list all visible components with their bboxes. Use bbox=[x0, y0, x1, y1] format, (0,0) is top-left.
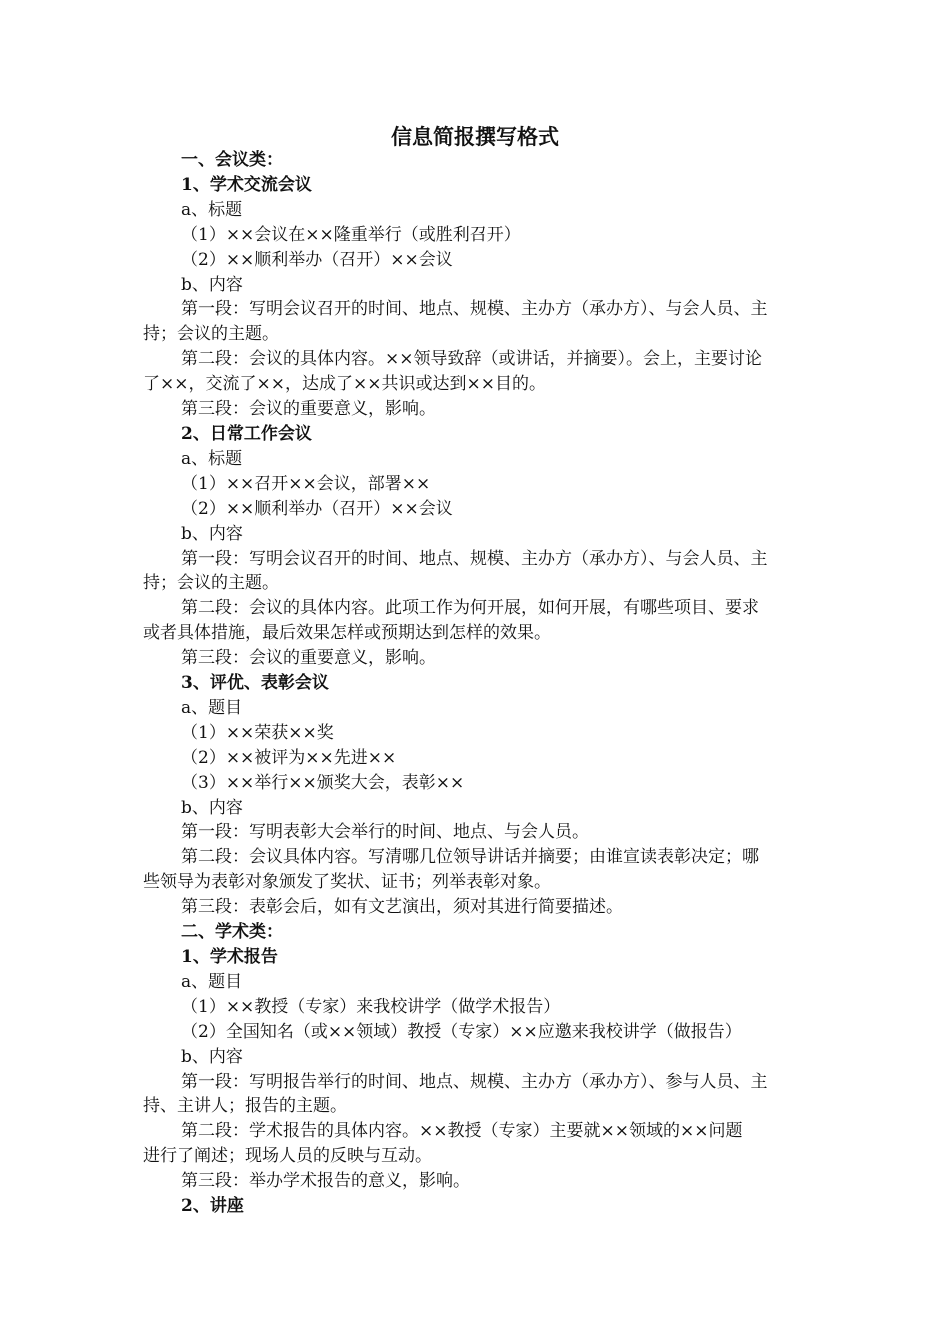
section-heading: 2、日常工作会议 bbox=[181, 423, 312, 444]
paragraph-line: 第二段：会议的具体内容。××领导致辞（或讲话，并摘要）。会上，主要讨论 bbox=[181, 349, 762, 370]
title-example: （2）××顺利举办（召开）××会议 bbox=[181, 498, 453, 519]
title-example: （1）××召开××会议，部署×× bbox=[181, 473, 431, 494]
text-line: 或者具体措施，最后效果怎样或预期达到怎样的效果。 bbox=[143, 623, 551, 644]
paragraph-line: 第一段：写明会议召开的时间、地点、规模、主办方（承办方）、与会人员、主 bbox=[181, 299, 768, 320]
text-line: 些领导为表彰对象颁发了奖状、证书；列举表彰对象。 bbox=[143, 872, 551, 893]
title-example: （3）××举行××颁奖大会，表彰×× bbox=[181, 772, 465, 793]
subsection-label: a、标题 bbox=[181, 448, 243, 469]
paragraph-line: 第三段：会议的重要意义，影响。 bbox=[181, 648, 436, 669]
text-line: 持、主讲人；报告的主题。 bbox=[143, 1096, 347, 1117]
section-heading: 一、会议类： bbox=[181, 150, 283, 170]
paragraph-line: 第二段：会议具体内容。写清哪几位领导讲话并摘要；由谁宣读表彰决定；哪 bbox=[181, 847, 759, 868]
title-example: （1）××荣获××奖 bbox=[181, 722, 334, 743]
document-body bbox=[143, 148, 808, 1219]
paragraph-line: 第一段：写明会议召开的时间、地点、规模、主办方（承办方）、与会人员、主 bbox=[181, 548, 768, 569]
paragraph-line: 第三段：表彰会后，如有文艺演出，须对其进行简要描述。 bbox=[181, 897, 623, 918]
section-heading: 3、评优、表彰会议 bbox=[181, 673, 329, 694]
text-line: 了××，交流了××，达成了××共识或达到××目的。 bbox=[143, 374, 546, 395]
paragraph-line: 第一段：写明报告举行的时间、地点、规模、主办方（承办方）、参与人员、主 bbox=[181, 1071, 768, 1092]
subsection-label: a、标题 bbox=[181, 199, 243, 220]
section-heading: 1、学术交流会议 bbox=[181, 174, 312, 195]
document-title: 信息简报撰写格式 bbox=[391, 124, 559, 149]
paragraph-line: 第二段：会议的具体内容。此项工作为何开展，如何开展，有哪些项目、要求 bbox=[181, 598, 759, 619]
paragraph-line: 第一段：写明表彰大会举行的时间、地点、与会人员。 bbox=[181, 822, 589, 843]
title-example: （1）××会议在××隆重举行（或胜利召开） bbox=[181, 224, 521, 245]
subsection-label: b、内容 bbox=[181, 523, 243, 544]
title-example: （2）××被评为××先进×× bbox=[181, 747, 397, 768]
paragraph-line: 第二段：学术报告的具体内容。××教授（专家）主要就××领域的××问题 bbox=[181, 1121, 743, 1142]
title-example: （2）全国知名（或××领域）教授（专家）××应邀来我校讲学（做报告） bbox=[181, 1021, 742, 1042]
subsection-label: a、题目 bbox=[181, 971, 243, 992]
text-line: 持；会议的主题。 bbox=[143, 573, 279, 594]
title-example: （1）××教授（专家）来我校讲学（做学术报告） bbox=[181, 996, 561, 1017]
text-line: 进行了阐述；现场人员的反映与互动。 bbox=[143, 1146, 432, 1167]
subsection-label: b、内容 bbox=[181, 797, 243, 818]
section-heading: 2、讲座 bbox=[181, 1196, 244, 1217]
section-heading: 二、学术类： bbox=[181, 922, 283, 943]
section-heading: 1、学术报告 bbox=[181, 947, 278, 967]
paragraph-line: 第三段：举办学术报告的意义，影响。 bbox=[181, 1171, 470, 1192]
subsection-label: b、内容 bbox=[181, 1046, 243, 1067]
subsection-label: a、题目 bbox=[181, 697, 243, 718]
paragraph-line: 第三段：会议的重要意义，影响。 bbox=[181, 399, 436, 420]
title-example: （2）××顺利举办（召开）××会议 bbox=[181, 249, 453, 270]
subsection-label: b、内容 bbox=[181, 274, 243, 295]
text-line: 持；会议的主题。 bbox=[143, 324, 279, 345]
